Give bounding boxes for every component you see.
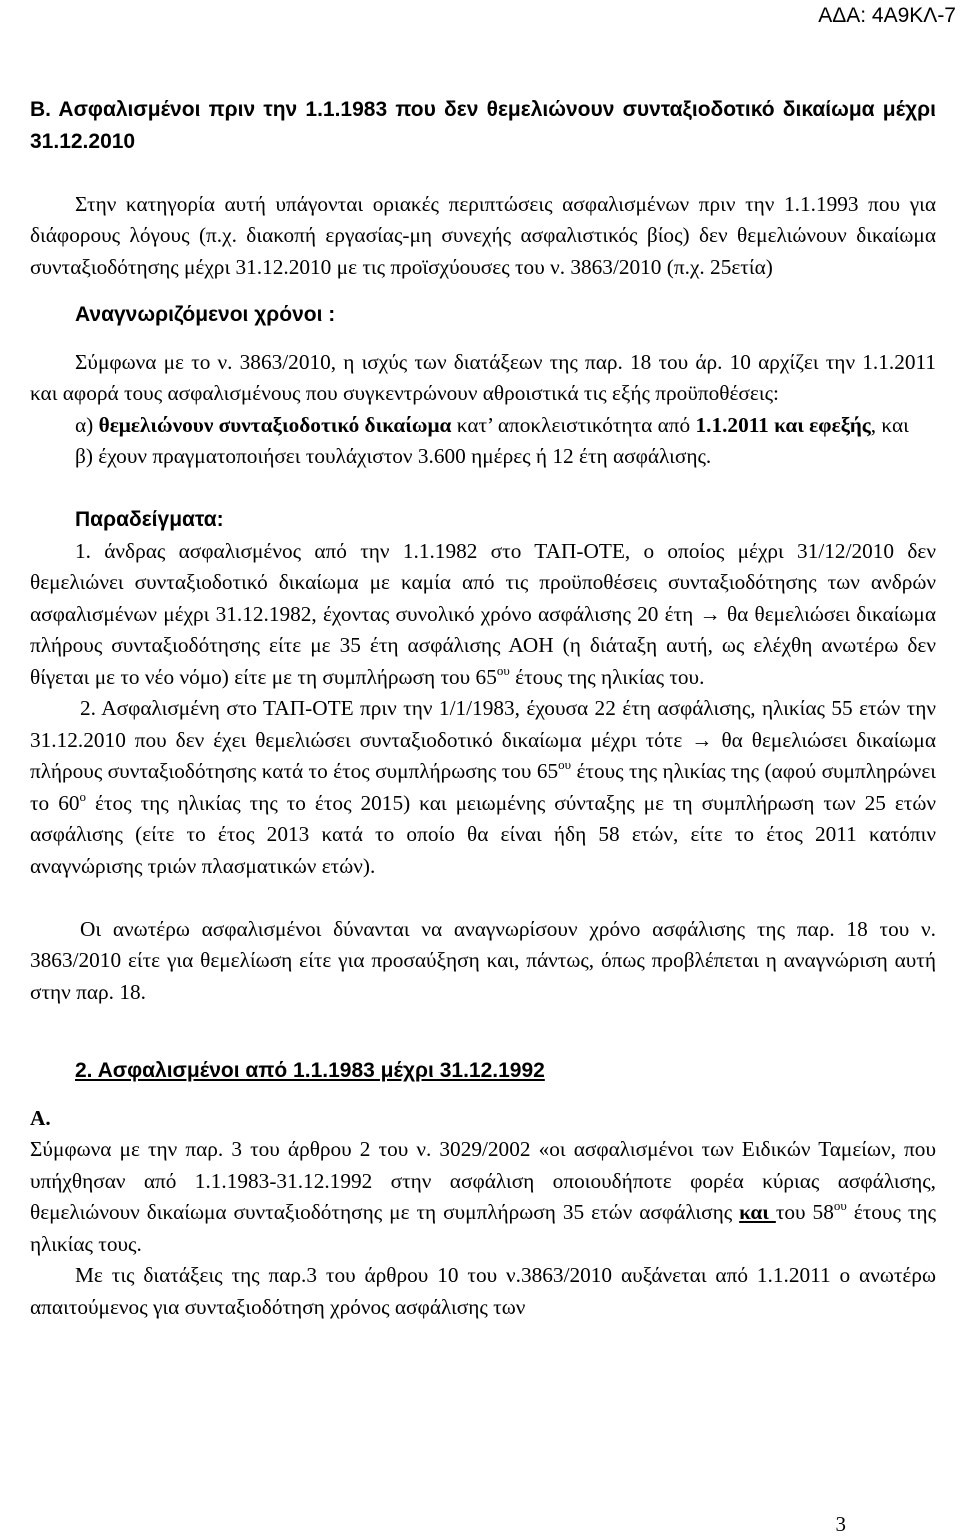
- spacer: [30, 283, 936, 299]
- law-text: Σύμφωνα με το ν. 3863/2010, η ισχύς των διατάξεων της παρ. 18 του άρ. 10 αρχίζει την 1.1.2011 και αφορά τους ασφαλισμένους που συγκεντρώνουν αθροιστικά τις εξής προϋποθέσεις:: [30, 349, 936, 405]
- document-body: [30, 94, 936, 1323]
- spacer: [30, 331, 936, 347]
- example-1: 1. άνδρας ασφαλισμένος από την 1.1.1982 στο ΤΑΠ-ΟΤΕ, ο οποίος μέχρι 31/12/2010 δεν θεμελιώνει συνταξιοδοτικό δικαίωμα με καμία από τις προϋποθέσεις συνταξιοδότησης των ανδρών ασφαλισμένων μέχρι 31.12.1982, έχοντας συνολικό χρόνο ασφάλισης 20 έτη → θα θεμελιώσει δικαίωμα πλήρους συνταξιοδότησης είτε με 35 έτη ασφάλισης ΑΟΗ (η διάταξη αυτή, ως ελέχθη ανωτέρω δεν θίγεται με το νέο νόμο) είτε με τη συμπλήρωση του $65^{o\upsilon}$ έτους της ηλικίας του.: [30, 538, 936, 689]
- condition-a-date: 1.1.2011 και εφεξής: [695, 412, 871, 437]
- section-2-paragraph-2: Με τις διατάξεις της παρ.3 του άρθρου 10 του ν.3863/2010 αυξάνεται από 1.1.2011 ο ανωτέρω απαιτούμενος για συνταξιοδότηση χρόνος ασφάλισης των: [30, 1263, 936, 1319]
- spacer: [30, 157, 936, 189]
- section-2-title: 2. Ασφαλισμένοι από 1.1.1983 μέχρι 31.12.1992: [75, 1059, 545, 1082]
- section-b-title: Β. Ασφαλισμένοι πριν την 1.1.1983 που δεν θεμελιώνουν συνταξιοδοτικό δικαίωμα μέχρι 31.12.2010: [30, 98, 936, 153]
- ada-code: ΑΔΑ: 4Α9ΚΛ-7: [818, 4, 956, 27]
- spacer: [30, 473, 936, 505]
- section-2-paragraph-1: Σύμφωνα με την παρ. 3 του άρθρου 2 του ν. 3029/2002 «οι ασφαλισμένοι των Ειδικών Ταμείων, που υπήχθησαν από 1.1.1983-31.12.1992 στην ασφάλιση οποιουδήποτε φορέα κύριας ασφάλισης, θεμελιώνουν δικαίωμα συνταξιοδότησης με τη συμπλήρωση 35 ετών ασφάλισης και του $58^{o\upsilon}$ έτους της ηλικίας τους.: [30, 1137, 936, 1256]
- condition-a-bold: θεμελιώνουν συνταξιοδοτικό δικαίωμα: [98, 412, 452, 437]
- section-b-intro: Στην κατηγορία αυτή υπάγονται οριακές περιπτώσεις ασφαλισμένων πριν την 1.1.1993 που για διάφορους λόγους (π.χ. διακοπή εργασίας-μη συνεχής ασφαλιστικός βίος) δεν θεμελιώνουν δικαίωμα συνταξιοδότησης μέχρι 31.12.2010 με τις προϊσχύουσες του ν. 3863/2010 (π.χ. 25ετία): [30, 191, 936, 279]
- condition-a: α) θεμελιώνουν συνταξιοδοτικό δικαίωμα κατ’ αποκλειστικότητα από 1.1.2011 και εφεξής, και: [75, 412, 909, 437]
- spacer: [30, 1008, 936, 1055]
- condition-b: β) έχουν πραγματοποιήσει τουλάχιστον 3.600 ημέρες ή 12 έτη ασφάλισης.: [75, 444, 712, 468]
- example-2: 2. Ασφαλισμένη στο ΤΑΠ-ΟΤΕ πριν την 1/1/1983, έχουσα 22 έτη ασφάλισης, ηλικίας 55 ετών την 31.12.2010 που δεν έχει θεμελιώσει συνταξιοδοτικό δικαίωμα μέχρι τότε → θα θεμελιώσει δικαίωμα πλήρους συνταξιοδότησης κατά το έτος συμπλήρωσης του $65^{o\upsilon}$ έτους της ηλικίας της (αφού συμπληρώνει το $60^o$ έτος της ηλικίας της το έτος 2015) και μειωμένης σύνταξης με τη συμπλήρωση των 25 ετών ασφάλισης (είτε το έτος 2013 κατά το οποίο θα είναι ήδη 58 ετών, είτε το έτος 2011 κατόπιν αναγνώρισης τριών πλασματικών ετών).: [30, 696, 937, 878]
- underlined-kai: και: [739, 1200, 776, 1224]
- examples-heading: Παραδείγματα:: [75, 508, 224, 531]
- recognized-years-heading: Αναγνωριζόμενοι χρόνοι :: [75, 303, 336, 326]
- arrow-right-icon: →: [699, 601, 721, 626]
- spacer: [30, 1087, 936, 1103]
- arrow-right-icon: →: [691, 727, 713, 752]
- subsection-a-label: Α.: [30, 1105, 51, 1130]
- page-number: 3: [835, 1512, 846, 1536]
- spacer: [30, 882, 936, 914]
- closing-paragraph: Οι ανωτέρω ασφαλισμένοι δύνανται να αναγνωρίσουν χρόνο ασφάλισης της παρ. 18 του ν. 3863/2010 είτε για θεμελίωση είτε για προσαύξηση και, πάντως, όπως προβλέπεται η αναγνώριση αυτή στην παρ. 18.: [30, 916, 936, 1004]
